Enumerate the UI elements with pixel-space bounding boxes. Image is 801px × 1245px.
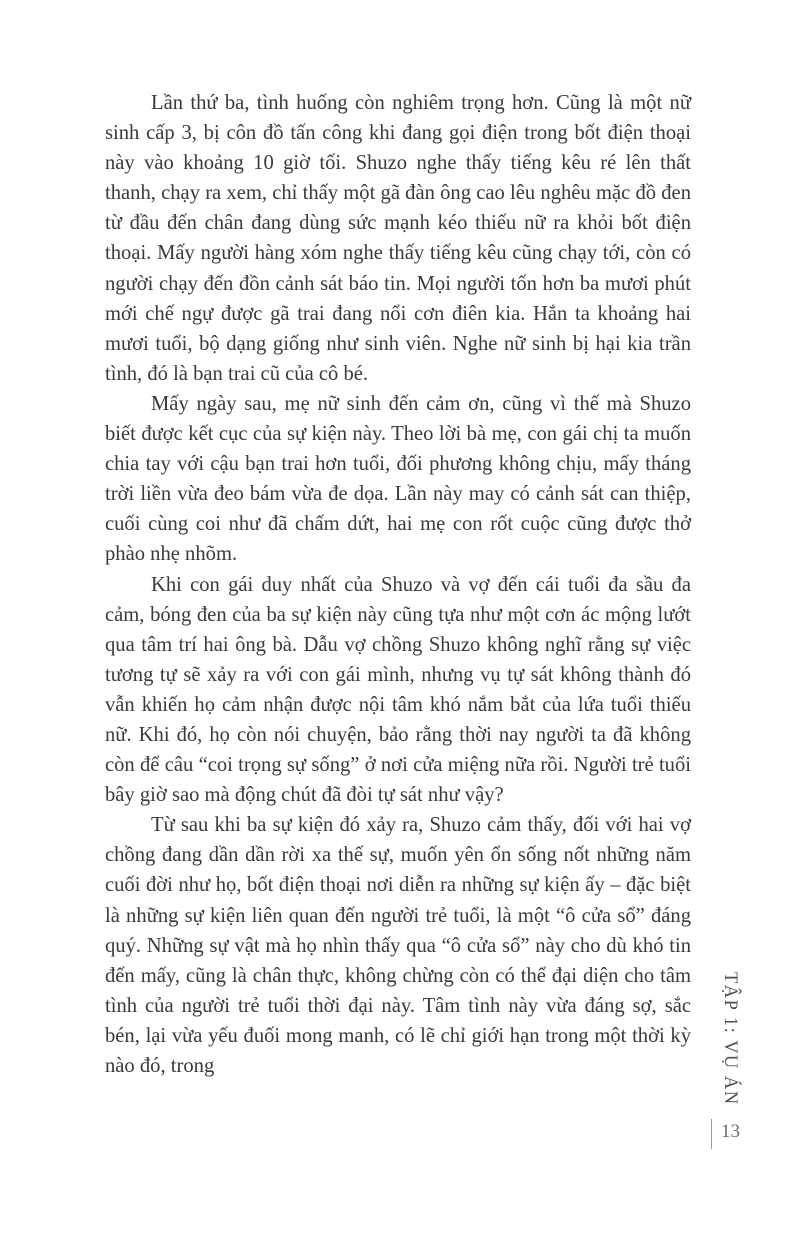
paragraph-2: Mấy ngày sau, mẹ nữ sinh đến cảm ơn, cũng vì thế mà Shuzo biết được kết cục của sự kiện này. Theo lời bà mẹ, con gái chị ta muốn chia tay với cậu bạn trai hơn tuổi, đối phương không chịu, mấy tháng trời liền vừa đeo bám vừa đe dọa. Lần này may có cảnh sát can thiệp, cuối cùng coi như đã chấm dứt, hai mẹ con rốt cuộc cũng được thở phào nhẹ nhõm. xyxy=(105,392,691,566)
paragraph-3: Khi con gái duy nhất của Shuzo và vợ đến cái tuổi đa sầu đa cảm, bóng đen của ba sự kiện này cũng tựa như một cơn ác mộng lướt qua tâm trí hai ông bà. Dẫu vợ chồng Shuzo không nghĩ rằng sự việc tương tự sẽ xảy ra với con gái mình, nhưng vụ tự sát không thành đó vẫn khiến họ cảm nhận được nội tâm khó nắm bắt của lứa tuổi thiếu nữ. Khi đó, họ còn nói chuyện, bảo rằng thời nay người ta đã không còn để câu “coi trọng sự sống” ở nơi cửa miệng nữa rồi. Người trẻ tuổi bây giờ sao mà động chút đã đòi tự sát như vậy? xyxy=(105,573,691,807)
body-text xyxy=(105,88,691,1081)
chapter-side-label: TẬP 1: VỤ ÁN xyxy=(720,972,740,1106)
paragraph-4: Từ sau khi ba sự kiện đó xảy ra, Shuzo cảm thấy, đối với hai vợ chồng đang dần dần rời xa thế sự, muốn yên ổn sống nốt những năm cuối đời như họ, bốt điện thoại nơi diễn ra những sự kiện ấy – đặc biệt là những sự kiện liên quan đến người trẻ tuổi, là một “ô cửa sổ” đáng quý. Những sự vật mà họ nhìn thấy qua “ô cửa sổ” này cho dù khó tin đến mấy, cũng là chân thực, không chừng còn có thể đại diện cho tâm tình của người trẻ tuổi thời đại này. Tâm tình này vừa đáng sợ, sắc bén, lại vừa yếu đuối mong manh, có lẽ chỉ giới hạn trong một thời kỳ nào đó, trong xyxy=(105,814,691,1077)
page-number-divider xyxy=(711,1119,712,1149)
page-number: 13 xyxy=(721,1121,740,1142)
paragraph-1: Lần thứ ba, tình huống còn nghiêm trọng hơn. Cũng là một nữ sinh cấp 3, bị côn đồ tấn công khi đang gọi điện trong bốt điện thoại này vào khoảng 10 giờ tối. Shuzo nghe thấy tiếng kêu ré lên thất thanh, chạy ra xem, chỉ thấy một gã đàn ông cao lêu nghêu mặc đồ đen từ đầu đến chân đang dùng sức mạnh kéo thiếu nữ ra khỏi bốt điện thoại. Mấy người hàng xóm nghe thấy tiếng kêu cũng chạy tới, còn có người chạy đến đồn cảnh sát báo tin. Mọi người tốn hơn ba mươi phút mới chế ngự được gã trai đang nổi cơn điên kia. Hắn ta khoảng hai mươi tuổi, bộ dạng giống như sinh viên. Nghe nữ sinh bị hại kia trần tình, đó là bạn trai cũ của cô bé. xyxy=(105,92,691,385)
